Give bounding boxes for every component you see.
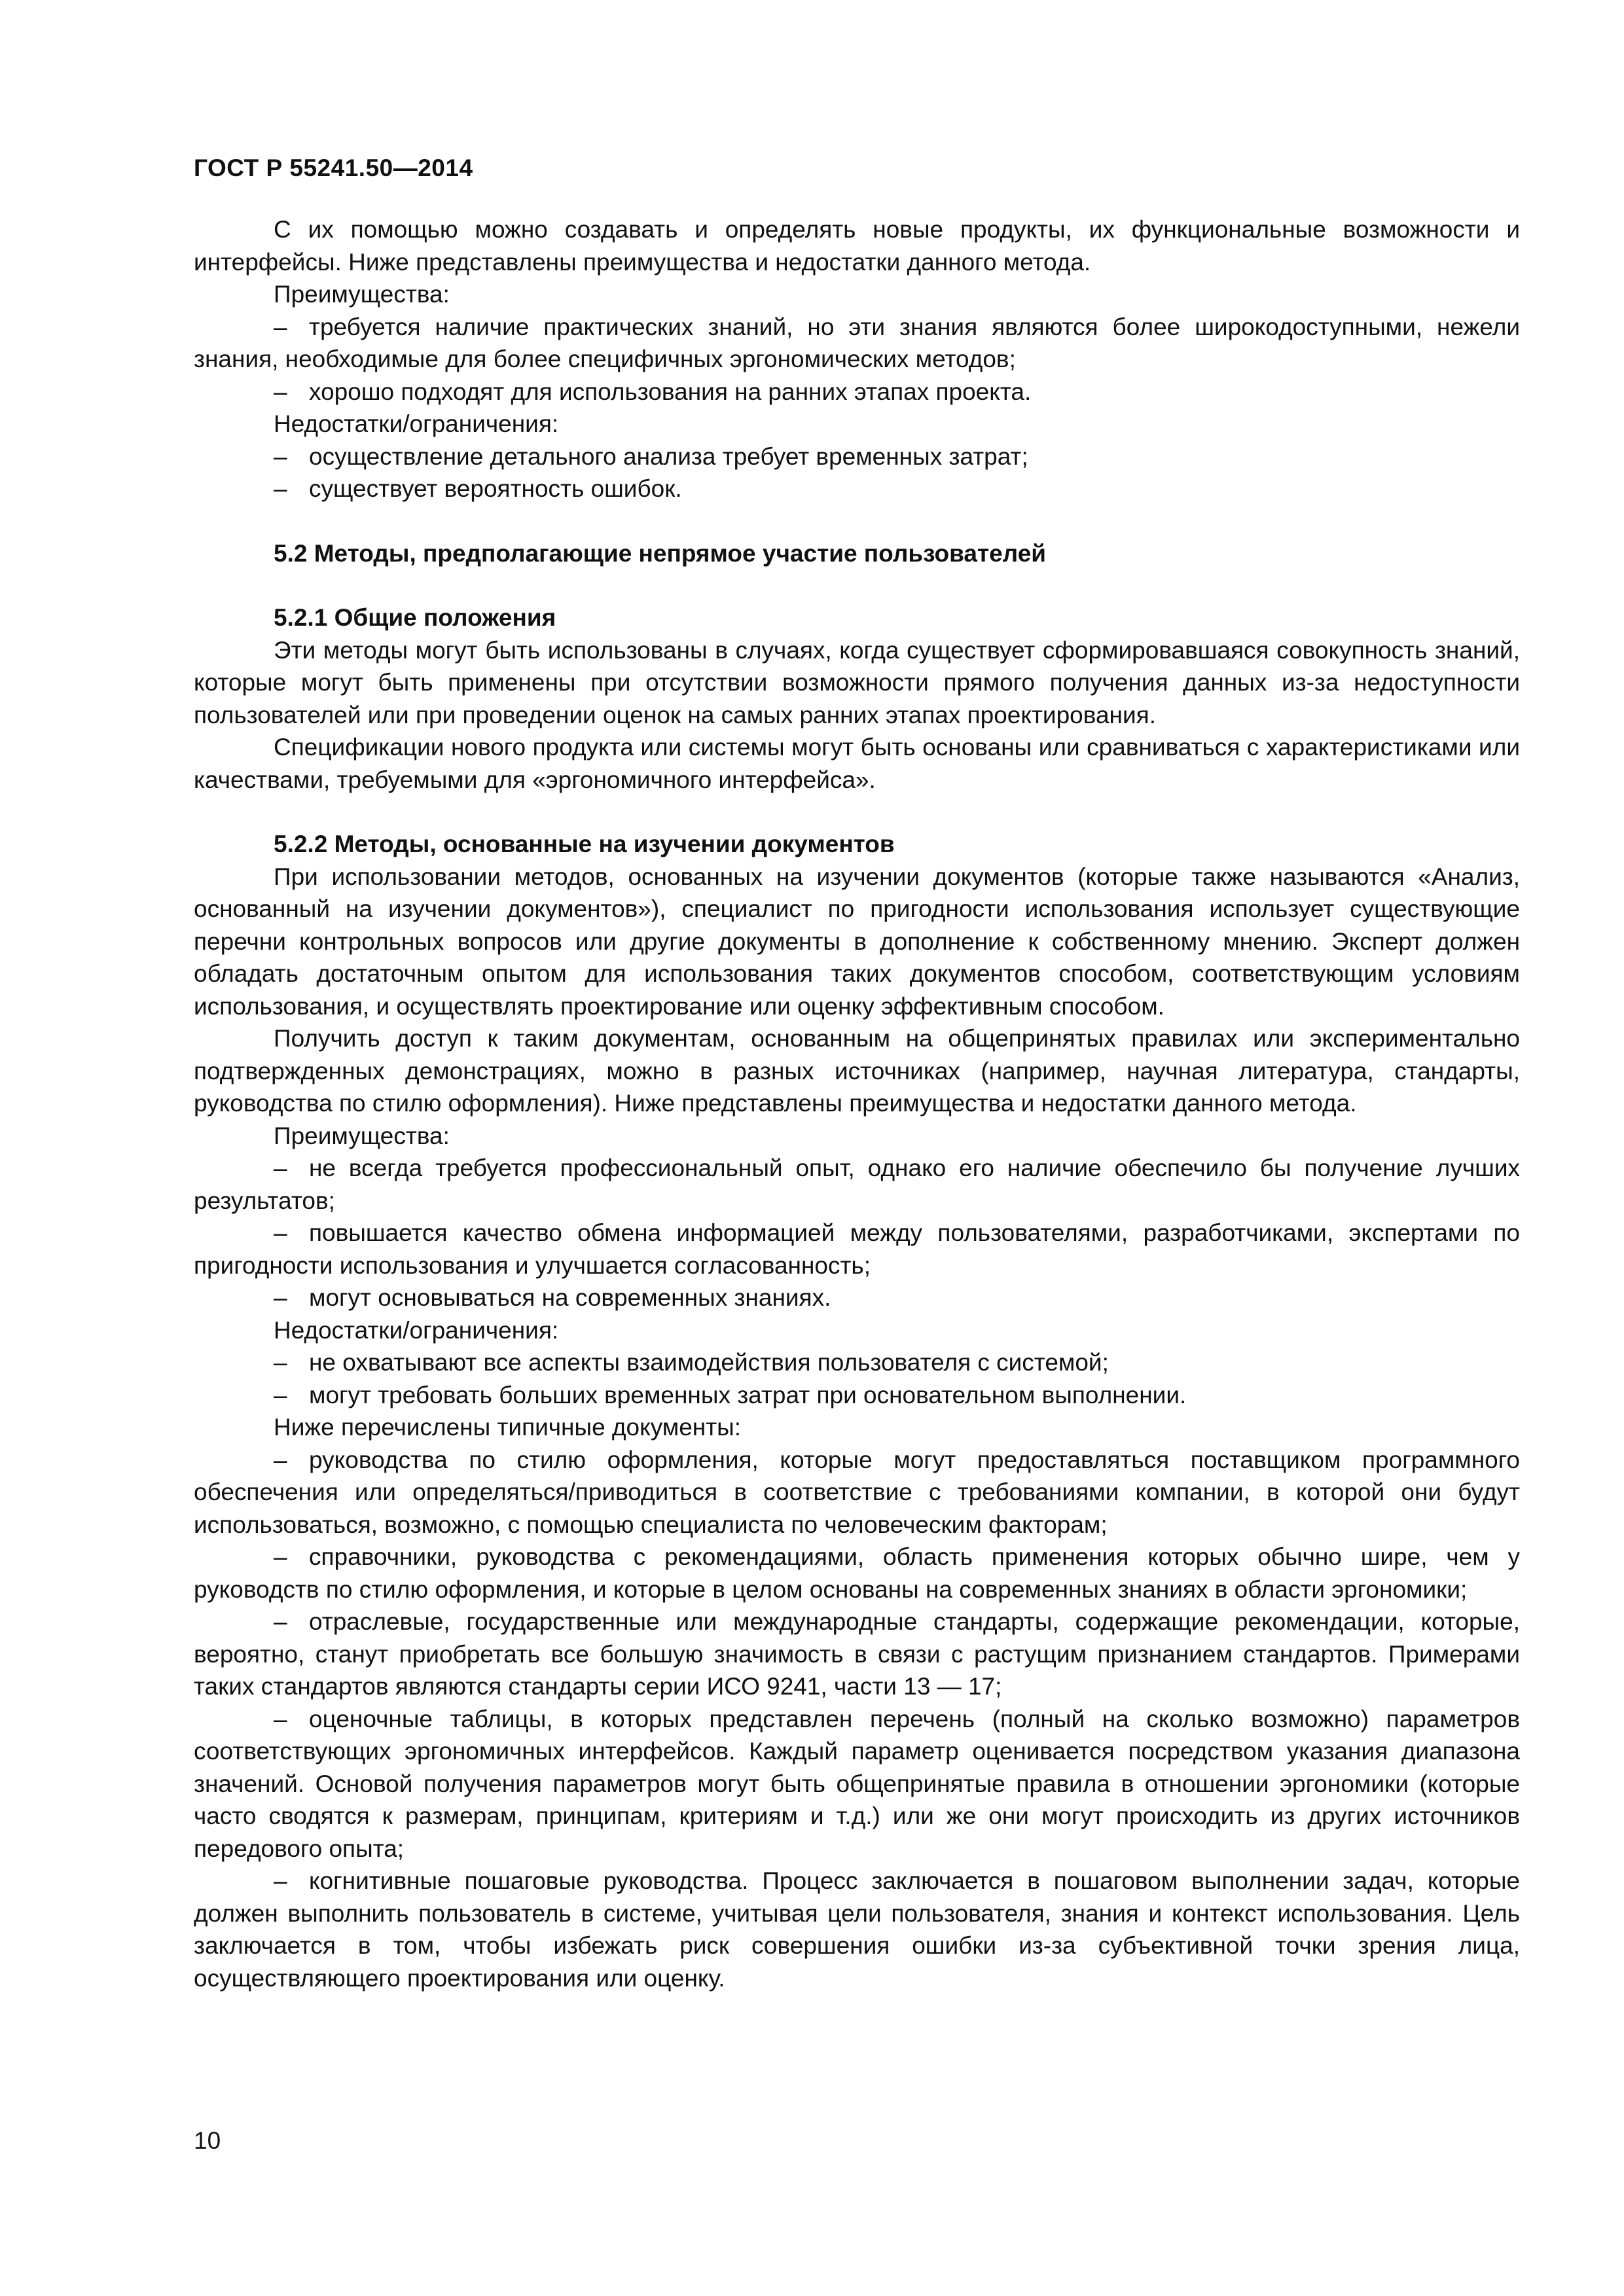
list-dash: –: [274, 1446, 287, 1473]
list-item: [194, 1605, 1520, 1703]
list-item-text: когнитивные пошаговые руководства. Процесс заключается в пошаговом выполнении задач, которые должен выполнить пользователь в системе, учитывая цели пользователя, знания и контекст использования. Цель заключается в том, чтобы избежать риск совершения ошибки из-за субъективной точки зрения лица, осуществляющего проектирования или оценку.: [194, 1867, 1520, 1992]
document-header: ГОСТ Р 55241.50—2014: [194, 154, 473, 181]
list-item: [194, 1379, 1520, 1412]
list-item: [194, 1346, 1520, 1379]
list-item: [194, 1541, 1520, 1605]
list-item: [194, 1282, 1520, 1314]
section-heading: 5.2 Методы, предполагающие непрямое участие пользователей: [274, 539, 1047, 567]
list-dash: –: [274, 1705, 287, 1732]
list-item-text: могут основываться на современных знаниях.: [309, 1284, 831, 1311]
paragraph: Спецификации нового продукта или системы могут быть основаны или сравниваться с характеристиками или качествами, требуемыми для «эргономичного интерфейса».: [194, 734, 1520, 793]
section-gap: [194, 569, 1520, 601]
paragraph: С их помощью можно создавать и определять новые продукты, их функциональные возможности и интерфейсы. Ниже представлены преимущества и недостатки данного метода.: [194, 216, 1520, 276]
list-dash: –: [274, 1867, 287, 1894]
list-item: [194, 440, 1520, 473]
list-item-text: отраслевые, государственные или международные стандарты, содержащие рекомендации, которые, вероятно, станут приобретать все большую значимость в связи с растущим признанием стандартов. Примерами таких стандартов являются стандарты серии ИСО 9241, части 13 — 17;: [194, 1608, 1520, 1700]
list-item-text: повышается качество обмена информацией между пользователями, разработчиками, экспертами по пригодности использования и улучшается согласованность;: [194, 1219, 1520, 1279]
list-dash: –: [274, 1219, 287, 1246]
paragraph: Недостатки/ограничения:: [274, 1316, 559, 1344]
list-item: [194, 1444, 1520, 1541]
paragraph: Преимущества:: [274, 1122, 450, 1149]
list-item: [194, 1865, 1520, 1994]
list-item-text: требуется наличие практических знаний, но эти знания являются более широкодоступными, нежели знания, необходимые для более специфичных эргономических методов;: [194, 313, 1520, 372]
list-dash: –: [274, 1155, 287, 1181]
list-item: [194, 1703, 1520, 1865]
list-item-text: могут требовать больших временных затрат при основательном выполнении.: [309, 1381, 1187, 1408]
document-body: [194, 213, 1520, 1994]
list-item-text: существует вероятность ошибок.: [309, 475, 682, 502]
list-item: [194, 376, 1520, 408]
list-dash: –: [274, 1543, 287, 1570]
list-dash: –: [274, 1284, 287, 1311]
section-heading: 5.2.1 Общие положения: [274, 604, 556, 631]
list-item-text: справочники, руководства с рекомендациями, область применения которых обычно шире, чем у руководств по стилю оформления, и которые в целом основаны на современных знаниях в области эргономики;: [194, 1543, 1520, 1603]
list-item-text: оценочные таблицы, в которых представлен перечень (полный на сколько возможно) параметров соответствующих эргономичных интерфейсов. Каждый параметр оценивается посредством указания диапазона значений. Основой получения параметров могут быть общепринятые правила в отношении эргономики (которые часто сводятся к размерам, принципам, критериям и т.д.) или же они могут происходить из других источников передового опыта;: [194, 1705, 1520, 1862]
paragraph: Преимущества:: [274, 281, 450, 308]
list-dash: –: [274, 442, 287, 470]
list-dash: –: [274, 1381, 287, 1408]
list-item: [194, 1152, 1520, 1217]
list-item-text: осуществление детального анализа требует временных затрат;: [309, 442, 1028, 470]
list-dash: –: [274, 378, 287, 405]
paragraph: Получить доступ к таким документам, основанным на общепринятых правилах или экспериментально подтвержденных демонстрациях, можно в разных источниках (например, научная литература, стандарты, руководства по стилю оформления). Ниже представлены преимущества и недостатки данного метода.: [194, 1025, 1520, 1117]
paragraph: Эти методы могут быть использованы в случаях, когда существует сформировавшаяся совокупность знаний, которые могут быть применены при отсутствии возможности прямого получения данных из-за недоступности пользователей или при проведении оценок на самых ранних этапах проектирования.: [194, 636, 1520, 728]
list-item-text: руководства по стилю оформления, которые могут предоставляться поставщиком программного обеспечения или определяться/приводиться в соответствие с требованиями компании, в которой они будут использоваться, возможно, с помощью специалиста по человеческим факторам;: [194, 1446, 1520, 1538]
list-dash: –: [274, 1608, 287, 1635]
page-number: 10: [194, 2127, 221, 2154]
list-dash: –: [274, 1349, 287, 1376]
section-gap: [194, 505, 1520, 537]
section-gap: [194, 796, 1520, 828]
list-dash: –: [274, 313, 287, 340]
section-heading: 5.2.2 Методы, основанные на изучении документов: [274, 831, 895, 857]
list-item: [194, 1217, 1520, 1282]
list-item-text: хорошо подходят для использования на ранних этапах проекта.: [309, 378, 1032, 405]
list-dash: –: [274, 475, 287, 502]
list-item-text: не всегда требуется профессиональный опыт, однако его наличие обеспечило бы получение лучших результатов;: [194, 1155, 1520, 1214]
list-item: [194, 473, 1520, 505]
paragraph: Недостатки/ограничения:: [274, 410, 559, 437]
paragraph: Ниже перечислены типичные документы:: [274, 1414, 742, 1441]
list-item-text: не охватывают все аспекты взаимодействия пользователя с системой;: [309, 1349, 1109, 1376]
paragraph: При использовании методов, основанных на изучении документов (которые также называются «Анализ, основанный на изучении документов»), специалист по пригодности использования использует существующие перечни контрольных вопросов или другие документы в дополнение к собственному мнению. Эксперт должен обладать достаточным опытом для использования таких документов способом, соответствующим условиям использования, и осуществлять проектирование или оценку эффективным способом.: [194, 863, 1520, 1020]
list-item: [194, 311, 1520, 376]
